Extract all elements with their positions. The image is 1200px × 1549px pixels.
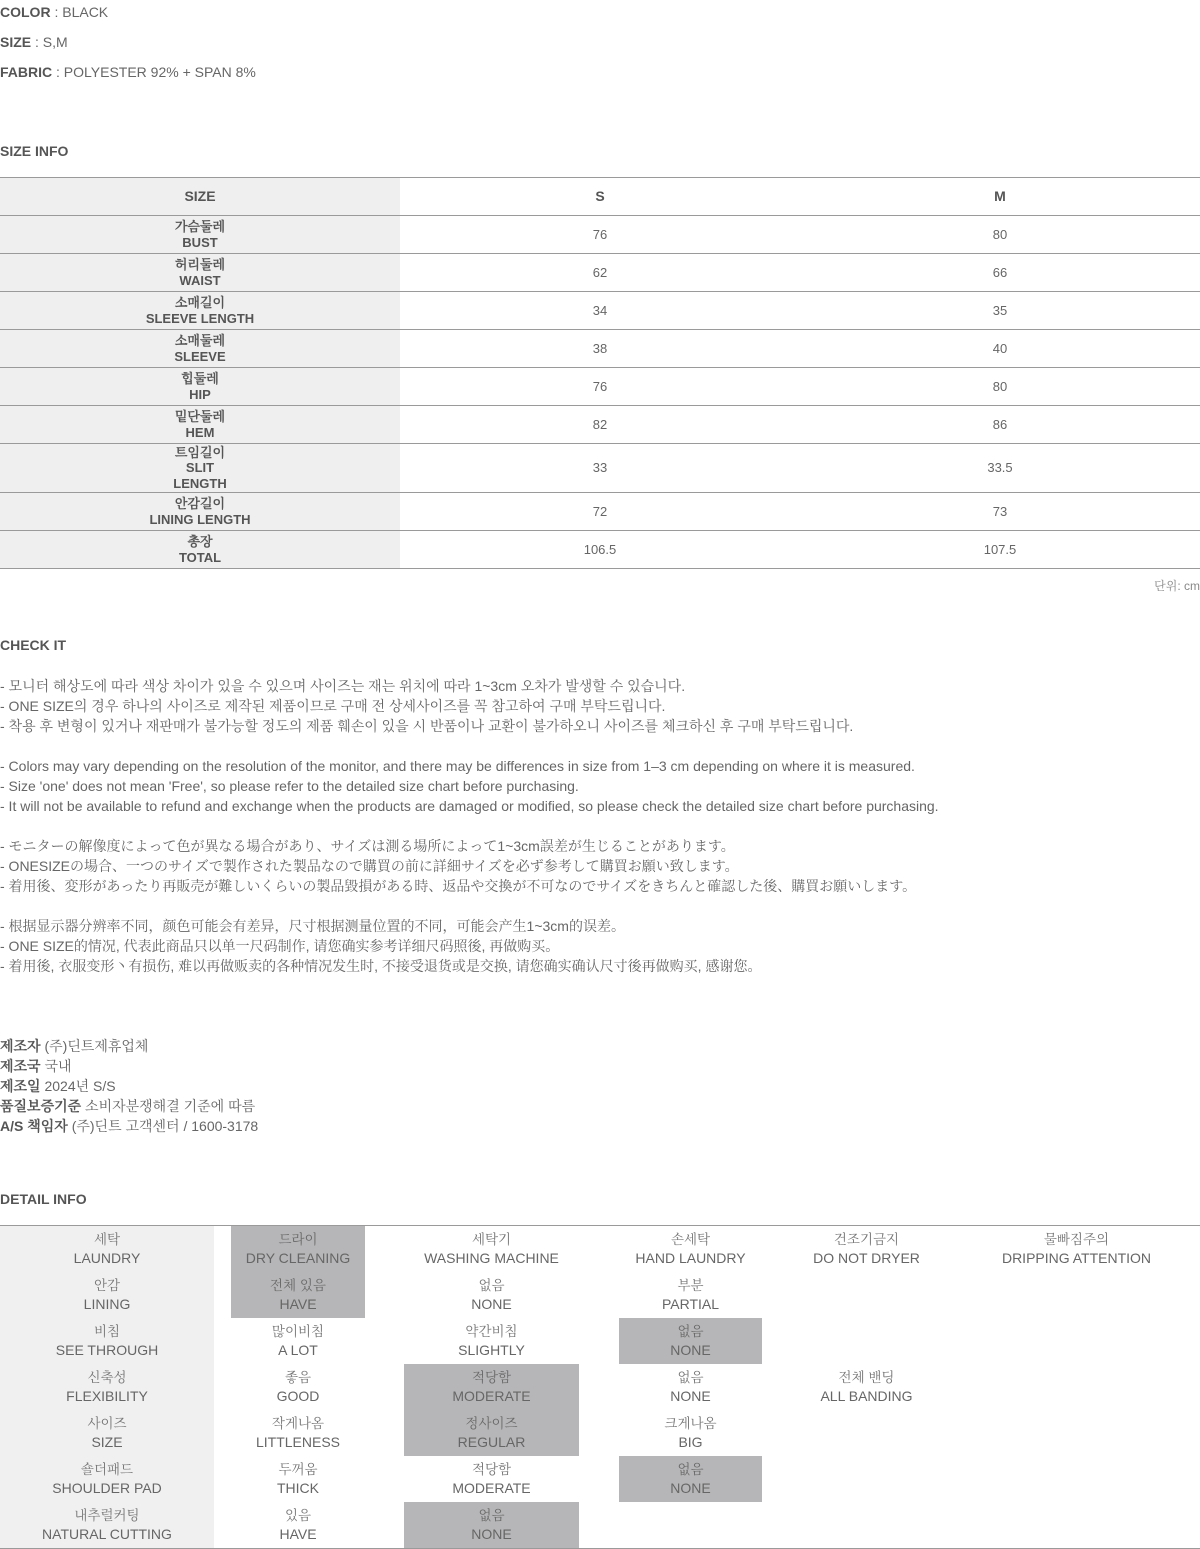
spec-size bbox=[0, 34, 68, 50]
measure-label-ko: 밑단둘레 bbox=[174, 409, 226, 424]
detail-option-en: NONE bbox=[670, 1480, 711, 1496]
detail-option-en: A LOT bbox=[278, 1342, 318, 1358]
detail-option bbox=[792, 1364, 941, 1410]
spec-color bbox=[0, 4, 108, 20]
measure-label bbox=[0, 531, 400, 569]
size-m-value: 33.5 bbox=[800, 444, 1200, 493]
manufacturer-line bbox=[0, 1076, 116, 1096]
detail-row-label bbox=[0, 1410, 214, 1456]
detail-option bbox=[619, 1272, 762, 1318]
detail-option-selected bbox=[619, 1456, 762, 1502]
measure-label-ko: 트임길이 bbox=[174, 444, 226, 460]
notice-line: - 착용 후 변형이 있거나 재판매가 불가능할 정도의 제품 훼손이 있을 시 반품이나 교환이 불가하오니 사이즈를 체크하신 후 구매 부탁드립니다. bbox=[0, 718, 854, 734]
size-header-s: S bbox=[400, 178, 800, 216]
detail-option bbox=[404, 1272, 579, 1318]
size-m-value: 107.5 bbox=[800, 531, 1200, 569]
detail-option-en: FLEXIBILITY bbox=[66, 1388, 148, 1404]
size-m-value: 35 bbox=[800, 292, 1200, 330]
size-m-value: 80 bbox=[800, 216, 1200, 254]
size-m-value: 80 bbox=[800, 368, 1200, 406]
measure-label-ko: 허리둘레 bbox=[174, 257, 226, 272]
detail-row-label bbox=[0, 1502, 214, 1548]
detail-option-ko: 약간비침 bbox=[465, 1324, 518, 1339]
detail-option-en: HAVE bbox=[279, 1296, 317, 1312]
detail-option-ko: 내추럴커팅 bbox=[74, 1508, 140, 1523]
measure-label-ko: 소매둘레 bbox=[174, 333, 226, 348]
detail-option-en: NONE bbox=[670, 1388, 711, 1404]
detail-option-ko: 없음 bbox=[478, 1278, 505, 1293]
size-s-value: 62 bbox=[400, 254, 800, 292]
size-s-value: 33 bbox=[400, 444, 800, 493]
measure-label-en: HEM bbox=[185, 424, 215, 440]
notice-line: - モニターの解像度によって色が異なる場合があり、サイズは測る場所によって1~3cm誤差が生じることがあります。 bbox=[0, 838, 735, 854]
mfr-value: 국내 bbox=[40, 1058, 72, 1074]
measure-label bbox=[0, 330, 400, 368]
size-header-m: M bbox=[800, 178, 1200, 216]
manufacturer-line bbox=[0, 1036, 148, 1056]
size-info-title: SIZE INFO bbox=[0, 143, 69, 159]
detail-option-ko: 적당함 bbox=[471, 1462, 512, 1477]
spec-value: : S,M bbox=[31, 34, 68, 50]
detail-option-ko: 건조기금지 bbox=[833, 1232, 900, 1247]
unit-note: 단위: cm bbox=[1154, 579, 1200, 593]
measure-label-en: SLEEVE LENGTH bbox=[145, 310, 255, 326]
detail-option-en: LINING bbox=[83, 1296, 131, 1312]
detail-option-en: DRY CLEANING bbox=[245, 1250, 351, 1266]
detail-option-en: NONE bbox=[670, 1342, 711, 1358]
measure-label-ko: 총장 bbox=[187, 534, 213, 549]
measure-label bbox=[0, 254, 400, 292]
detail-option-en: WASHING MACHINE bbox=[424, 1250, 559, 1266]
size-header-label: SIZE bbox=[0, 178, 400, 216]
notice-line: - ONESIZEの場合、一つのサイズで製作された製品なので購買の前に詳細サイズを必ず参考して購買お願い致します。 bbox=[0, 858, 739, 874]
detail-option bbox=[404, 1318, 579, 1364]
detail-option bbox=[231, 1364, 365, 1410]
detail-option-ko: 좋음 bbox=[284, 1370, 312, 1385]
manufacturer-line bbox=[0, 1056, 72, 1076]
notice-line: - 根据显示器分辨率不同，颜色可能会有差异，尺寸根据测量位置的不同，可能会产生1~3cm的误差。 bbox=[0, 918, 625, 934]
detail-option-en: THICK bbox=[277, 1480, 319, 1496]
detail-option bbox=[404, 1456, 579, 1502]
measure-label bbox=[0, 406, 400, 444]
mfr-label: 제조일 bbox=[0, 1078, 41, 1094]
detail-option-en: DO NOT DRYER bbox=[813, 1250, 920, 1266]
measure-label-en: SLIT bbox=[185, 460, 215, 476]
detail-option bbox=[231, 1410, 365, 1456]
spec-fabric bbox=[0, 64, 256, 80]
detail-option bbox=[619, 1364, 762, 1410]
measure-label-ko: 안감길이 bbox=[174, 496, 226, 511]
measure-label-en: BUST bbox=[182, 234, 218, 250]
size-s-value: 38 bbox=[400, 330, 800, 368]
detail-option-ko: 없음 bbox=[677, 1370, 704, 1385]
detail-row-label bbox=[0, 1456, 214, 1502]
detail-option-ko: 세탁기 bbox=[471, 1232, 512, 1247]
detail-option-en: BIG bbox=[678, 1434, 703, 1450]
measure-label-en: HIP bbox=[189, 386, 211, 402]
size-table-header bbox=[0, 178, 1200, 216]
spec-label: COLOR bbox=[0, 4, 51, 20]
detail-option-ko: 두꺼움 bbox=[278, 1462, 318, 1477]
detail-option-selected bbox=[404, 1364, 579, 1410]
detail-option-en: LITTLENESS bbox=[255, 1434, 341, 1450]
detail-option-ko: 신축성 bbox=[87, 1370, 127, 1385]
detail-option-ko: 전체 있음 bbox=[270, 1278, 326, 1293]
manufacturer-line bbox=[0, 1096, 255, 1116]
measure-label-ko: 가슴둘레 bbox=[174, 219, 226, 234]
detail-option bbox=[792, 1226, 941, 1272]
detail-option-en: NONE bbox=[471, 1526, 512, 1542]
detail-option-en: NATURAL CUTTING bbox=[42, 1526, 172, 1542]
notice-line: - 모니터 해상도에 따라 색상 차이가 있을 수 있으며 사이즈는 재는 위치에 따라 1~3cm 오차가 발생할 수 있습니다. bbox=[0, 678, 686, 694]
detail-option-ko: 드라이 bbox=[278, 1232, 318, 1247]
detail-option-selected bbox=[231, 1272, 365, 1318]
detail-option-en: DRIPPING ATTENTION bbox=[1001, 1250, 1152, 1266]
detail-option bbox=[231, 1318, 365, 1364]
detail-option bbox=[404, 1226, 579, 1272]
detail-option bbox=[619, 1410, 762, 1456]
table-row bbox=[0, 216, 1200, 254]
table-row bbox=[0, 368, 1200, 406]
detail-option-en: MODERATE bbox=[452, 1480, 531, 1496]
mfr-value: (주)딘트 고객센터 / 1600-3178 bbox=[67, 1118, 259, 1134]
mfr-value: 소비자분쟁해결 기준에 따름 bbox=[81, 1098, 256, 1114]
detail-option-en: REGULAR bbox=[457, 1434, 526, 1450]
detail-option-ko: 부분 bbox=[677, 1278, 704, 1293]
size-s-value: 82 bbox=[400, 406, 800, 444]
detail-option-en: SEE THROUGH bbox=[55, 1342, 159, 1358]
notice-line: - 着用後, 衣服变形丶有损伤, 难以再做贩卖的各种情况发生时, 不接受退货或是交换, 请您确实确认尺寸後再做购买, 感谢您。 bbox=[0, 958, 762, 974]
measure-label bbox=[0, 292, 400, 330]
detail-option bbox=[231, 1502, 365, 1548]
detail-option-ko: 손세탁 bbox=[670, 1232, 711, 1247]
measure-label-en: TOTAL bbox=[178, 549, 222, 565]
size-m-value: 40 bbox=[800, 330, 1200, 368]
detail-row-label bbox=[0, 1226, 214, 1272]
detail-option-ko: 안감 bbox=[93, 1278, 121, 1293]
notice-line: - It will not be available to refund and exchange when the products are damaged or modified, so please check the detailed size chart before purchasing. bbox=[0, 798, 939, 814]
detail-option-ko: 세탁 bbox=[93, 1232, 121, 1247]
size-s-value: 76 bbox=[400, 368, 800, 406]
mfr-label: 제조자 bbox=[0, 1038, 41, 1054]
size-s-value: 106.5 bbox=[400, 531, 800, 569]
measure-label bbox=[0, 368, 400, 406]
detail-option-en: HAND LAUNDRY bbox=[635, 1250, 746, 1266]
detail-row-label bbox=[0, 1364, 214, 1410]
table-row bbox=[0, 406, 1200, 444]
notice-line: - 着用後、変形があったり再販売が難しいくらいの製品毀損がある時、返品や交換が不可なのでサイズをきちんと確認した後、購買お願いします。 bbox=[0, 878, 917, 894]
size-m-value: 66 bbox=[800, 254, 1200, 292]
measure-label bbox=[0, 493, 400, 531]
detail-option-ko: 없음 bbox=[677, 1462, 704, 1477]
detail-option-ko: 전체 밴딩 bbox=[838, 1370, 895, 1385]
detail-option-ko: 많이비침 bbox=[271, 1324, 325, 1339]
detail-option-ko: 정사이즈 bbox=[465, 1416, 518, 1431]
detail-option-ko: 숄더패드 bbox=[80, 1462, 134, 1477]
detail-option-selected bbox=[404, 1410, 579, 1456]
table-row bbox=[0, 444, 1200, 493]
detail-row-label bbox=[0, 1318, 214, 1364]
notice-line: - ONE SIZE的情况, 代表此商品只以单一尺码制作, 请您确实参考详细尺码照後, 再做购买。 bbox=[0, 938, 560, 954]
table-row bbox=[0, 254, 1200, 292]
notice-line: - Size 'one' does not mean 'Free', so please refer to the detailed size chart before purchasing. bbox=[0, 778, 579, 794]
size-s-value: 76 bbox=[400, 216, 800, 254]
detail-info-title: DETAIL INFO bbox=[0, 1191, 87, 1207]
detail-option-ko: 크게나옴 bbox=[664, 1416, 717, 1431]
detail-option-en: PARTIAL bbox=[661, 1296, 720, 1312]
measure-label-ko: 소매길이 bbox=[174, 295, 226, 310]
measure-label bbox=[0, 444, 400, 493]
mfr-label: 제조국 bbox=[0, 1058, 41, 1074]
detail-option bbox=[619, 1226, 762, 1272]
detail-option-ko: 사이즈 bbox=[87, 1416, 127, 1431]
spec-label: FABRIC bbox=[0, 64, 53, 80]
spec-value: : POLYESTER 92% + SPAN 8% bbox=[52, 64, 256, 80]
size-s-value: 34 bbox=[400, 292, 800, 330]
measure-label-en: WAIST bbox=[179, 272, 221, 288]
detail-option bbox=[960, 1226, 1193, 1272]
measure-label-en: LINING LENGTH bbox=[149, 511, 251, 527]
detail-option-en: HAVE bbox=[279, 1526, 317, 1542]
size-table bbox=[0, 177, 1200, 569]
spec-value: : BLACK bbox=[50, 4, 109, 20]
notice-line: - Colors may vary depending on the resolution of the monitor, and there may be differences in size from 1–3 cm depending on where it is measured. bbox=[0, 758, 915, 774]
detail-option-ko: 물빠짐주의 bbox=[1043, 1232, 1110, 1247]
measure-label bbox=[0, 216, 400, 254]
detail-option-selected bbox=[619, 1318, 762, 1364]
detail-option-en: NONE bbox=[471, 1296, 512, 1312]
detail-option-en: SHOULDER PAD bbox=[52, 1480, 162, 1496]
check-it-title: CHECK IT bbox=[0, 637, 67, 653]
detail-option-en: LAUNDRY bbox=[73, 1250, 141, 1266]
size-m-value: 73 bbox=[800, 493, 1200, 531]
detail-option-en: ALL BANDING bbox=[820, 1388, 913, 1404]
table-row bbox=[0, 531, 1200, 569]
table-row bbox=[0, 493, 1200, 531]
detail-option-selected bbox=[231, 1226, 365, 1272]
detail-option-ko: 적당함 bbox=[471, 1370, 512, 1385]
measure-label-ko: 힙둘레 bbox=[181, 371, 219, 386]
spec-label: SIZE bbox=[0, 34, 32, 50]
table-row bbox=[0, 330, 1200, 368]
detail-option-ko: 없음 bbox=[677, 1324, 704, 1339]
table-row bbox=[0, 292, 1200, 330]
manufacturer-line bbox=[0, 1116, 258, 1136]
measure-label-en-line2: LENGTH bbox=[173, 475, 227, 491]
detail-option bbox=[231, 1456, 365, 1502]
size-s-value: 72 bbox=[400, 493, 800, 531]
mfr-label: A/S 책임자 bbox=[0, 1118, 68, 1134]
measure-label-en: SLEEVE bbox=[174, 348, 226, 364]
detail-option-ko: 있음 bbox=[284, 1508, 312, 1523]
detail-option-en: SLIGHTLY bbox=[458, 1342, 525, 1358]
notice-line: - ONE SIZE의 경우 하나의 사이즈로 제작된 제품이므로 구매 전 상세사이즈를 꼭 참고하여 구매 부탁드립니다. bbox=[0, 698, 666, 714]
detail-option-ko: 없음 bbox=[478, 1508, 505, 1523]
detail-option-en: SIZE bbox=[91, 1434, 123, 1450]
detail-row-label bbox=[0, 1272, 214, 1318]
mfr-value: (주)딘트제휴업체 bbox=[40, 1038, 149, 1054]
detail-option-selected bbox=[404, 1502, 579, 1548]
detail-option-en: GOOD bbox=[276, 1388, 320, 1404]
mfr-value: 2024년 S/S bbox=[40, 1078, 116, 1094]
size-m-value: 86 bbox=[800, 406, 1200, 444]
detail-option-ko: 작게나옴 bbox=[271, 1416, 325, 1431]
detail-option-en: MODERATE bbox=[452, 1388, 531, 1404]
mfr-label: 품질보증기준 bbox=[0, 1098, 82, 1114]
detail-option-ko: 비침 bbox=[93, 1324, 121, 1339]
